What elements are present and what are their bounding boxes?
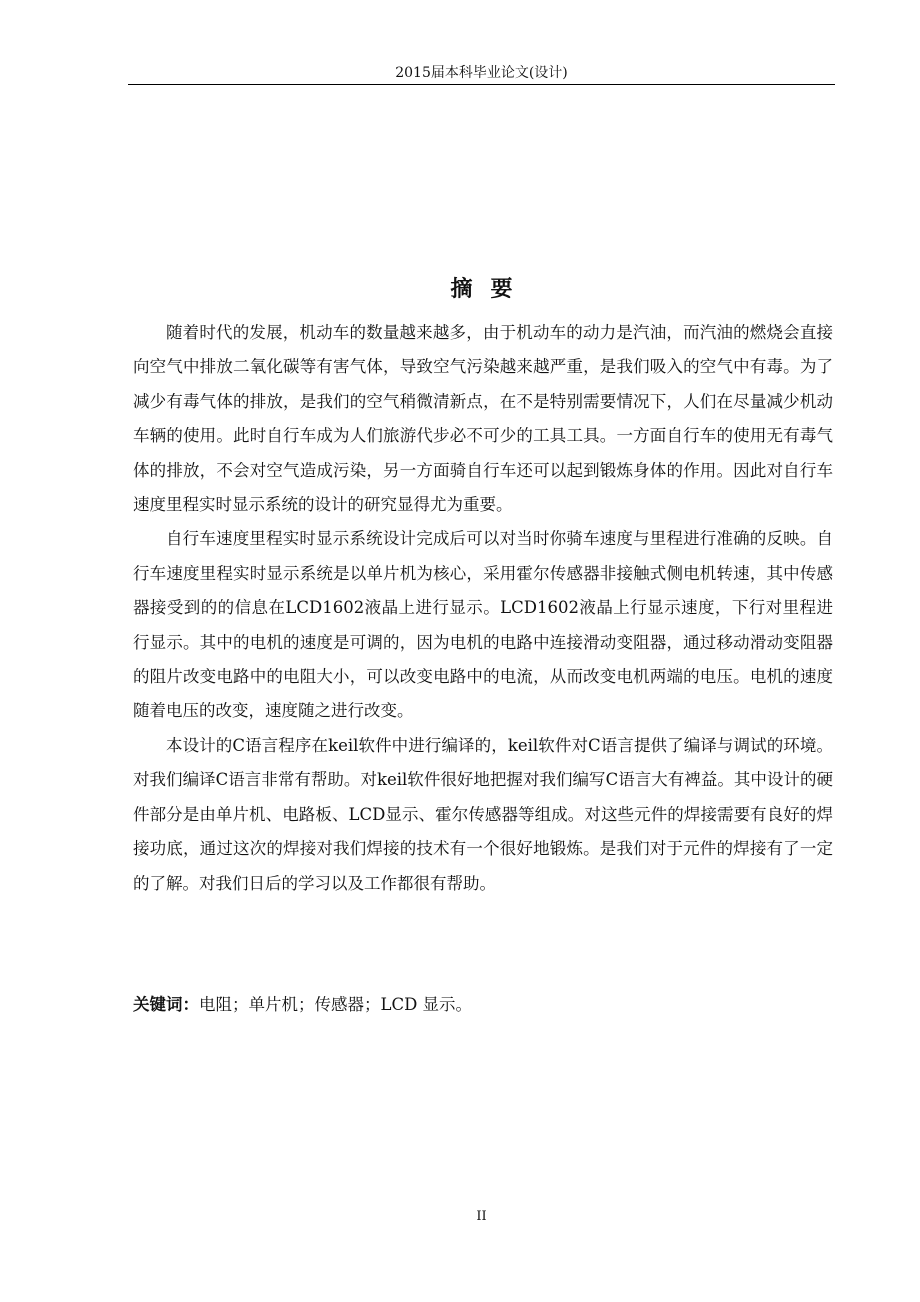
abstract-paragraph-1: 随着时代的发展，机动车的数量越来越多，由于机动车的动力是汽油，而汽油的燃烧会直接向空气中排放二氧化碳等有害气体，导致空气污染越来越严重，是我们吸入的空气中有毒。为了减少有毒气体的排放，是我们的空气稍微清新点，在不是特别需要情况下，人们在尽量减少机动车辆的使用。此时自行车成为人们旅游代步必不可少的工具工具。一方面自行车的使用无有毒气体的排放，不会对空气造成污染，另一方面骑自行车还可以起到锻炼身体的作用。因此对自行车速度里程实时显示系统的设计的研究显得尤为重要。 xyxy=(133,323,833,515)
keywords-line xyxy=(133,990,833,1020)
keywords-label: 关键词： xyxy=(133,995,199,1014)
header-rule xyxy=(128,84,835,85)
abstract-paragraph-3: 本设计的C语言程序在keil软件中进行编译的，keil软件对C语言提供了编译与调试的环境。对我们编译C语言非常有帮助。对keil软件很好地把握对我们编写C语言大有裨益。其中设计的硬件部分是由单片机、电路板、LCD显示、霍尔传感器等组成。对这些元件的焊接需要有良好的焊接功底，通过这次的焊接对我们焊接的技术有一个很好地锻炼。是我们对于元件的焊接有了一定的了解。对我们日后的学习以及工作都很有帮助。 xyxy=(133,735,833,893)
keywords-text: 电阻；单片机；传感器；LCD 显示。 xyxy=(199,995,473,1014)
abstract-body xyxy=(133,316,833,901)
page-number: II xyxy=(476,1209,487,1224)
running-header: 2015届本科毕业论文(设计) xyxy=(395,65,568,81)
abstract-paragraph-2: 自行车速度里程实时显示系统设计完成后可以对当时你骑车速度与里程进行准确的反映。自行车速度里程实时显示系统是以单片机为核心，采用霍尔传感器非接触式侧电机转速，其中传感器接受到的的信息在LCD1602液晶上进行显示。LCD1602液晶上行显示速度，下行对里程进行显示。其中的电机的速度是可调的，因为电机的电路中连接滑动变阻器，通过移动滑动变阻器的阻片改变电路中的电阻大小，可以改变电路中的电流，从而改变电机两端的电压。电机的速度随着电压的改变，速度随之进行改变。 xyxy=(133,529,833,721)
abstract-title: 摘要 xyxy=(450,277,531,302)
